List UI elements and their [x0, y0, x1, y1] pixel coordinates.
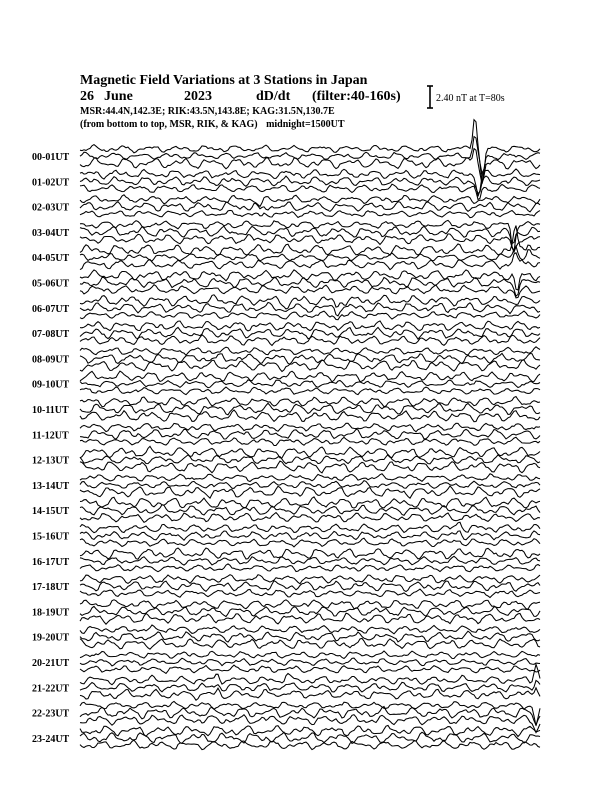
trace-msr — [80, 688, 540, 700]
hour-label: 22-23UT — [32, 708, 70, 720]
hour-label: 14-15UT — [32, 506, 70, 518]
trace-msr — [80, 564, 540, 572]
trace-msr — [80, 285, 540, 298]
trace-msr — [80, 513, 540, 523]
hour-label: 10-11UT — [32, 405, 69, 416]
hour-label: 19-20UT — [32, 632, 70, 644]
scale-bar — [427, 86, 433, 108]
trace-rik — [80, 277, 540, 296]
trace-kag — [80, 270, 540, 290]
trace-kag — [80, 497, 540, 508]
trace-msr — [80, 234, 540, 252]
trace-rik — [80, 246, 540, 261]
hour-label: 11-12UT — [32, 430, 69, 442]
hour-label: 08-09UT — [32, 354, 70, 366]
trace-msr — [80, 486, 540, 498]
hour-label: 20-21UT — [32, 658, 70, 669]
hour-label: 04-05UT — [32, 253, 70, 265]
hour-label: 02-03UT — [32, 202, 70, 214]
trace-rik — [80, 380, 540, 388]
trace-msr — [80, 184, 540, 199]
trace-msr — [80, 538, 540, 547]
hour-label: 06-07UT — [32, 303, 70, 315]
hour-label: 05-06UT — [32, 278, 70, 290]
trace-kag — [80, 600, 540, 609]
trace-rik — [80, 403, 540, 415]
hour-label: 17-18UT — [32, 582, 70, 594]
trace-msr — [80, 437, 540, 445]
trace-group — [80, 120, 540, 750]
hour-label-group — [32, 152, 70, 745]
filter-text: (filter:40-160s) — [312, 89, 401, 104]
hour-label: 13-14UT — [32, 480, 70, 492]
trace-rik — [80, 481, 540, 489]
trace-msr — [80, 387, 540, 395]
year-text: 2023 — [184, 89, 212, 104]
trace-kag — [80, 423, 540, 431]
trace-msr — [80, 210, 540, 217]
hour-label: 12-13UT — [32, 455, 70, 467]
trace-kag — [80, 664, 540, 684]
trace-msr — [80, 740, 540, 749]
trace-kag — [80, 295, 540, 309]
trace-msr — [80, 589, 540, 597]
trace-rik — [80, 202, 540, 212]
day-text: 26 — [80, 89, 94, 104]
scale-bar-label: 2.40 nT at T=80s — [436, 93, 505, 104]
hour-label: 01-02UT — [32, 177, 70, 189]
trace-msr — [80, 665, 540, 673]
trace-rik — [80, 531, 540, 540]
trace-kag — [80, 625, 540, 634]
trace-msr — [80, 638, 540, 649]
station-coordinates: MSR:44.4N,142.3E; RIK:43.5N,143.8E; KAG:31.5N,130.7E — [80, 106, 335, 117]
quantity-text: dD/dt — [256, 89, 291, 104]
hour-label: 15-16UT — [32, 531, 70, 543]
hour-label: 09-10UT — [32, 379, 70, 391]
trace-msr — [80, 335, 540, 346]
order-note-text: (from bottom to top, MSR, RIK, & KAG) — [80, 119, 258, 130]
trace-rik — [80, 505, 540, 516]
trace-kag — [80, 651, 540, 659]
trace-kag — [80, 371, 540, 382]
trace-msr — [80, 613, 540, 624]
hour-label: 21-22UT — [32, 683, 70, 695]
trace-kag — [80, 474, 540, 482]
hour-label: 03-04UT — [32, 227, 70, 239]
trace-rik — [80, 606, 540, 616]
chart-title: Magnetic Field Variations at 3 Stations in Japan — [80, 73, 368, 88]
hour-label: 00-01UT — [32, 152, 70, 163]
trace-rik — [80, 303, 540, 316]
trace-kag — [80, 522, 540, 532]
trace-kag — [80, 446, 540, 458]
hour-label: 18-19UT — [32, 607, 70, 619]
trace-kag — [80, 347, 540, 355]
hour-label: 23-24UT — [32, 733, 70, 745]
hour-label: 07-08UT — [32, 329, 70, 341]
trace-rik — [80, 327, 540, 339]
hour-label: 16-17UT — [32, 556, 70, 568]
trace-kag — [80, 575, 540, 584]
trace-rik — [80, 353, 540, 364]
trace-rik — [80, 429, 540, 439]
month-text: June — [104, 89, 133, 104]
trace-kag — [80, 397, 540, 407]
midnight-text: midnight=1500UT — [266, 119, 345, 130]
trace-rik — [80, 658, 540, 666]
trace-kag — [80, 548, 540, 559]
